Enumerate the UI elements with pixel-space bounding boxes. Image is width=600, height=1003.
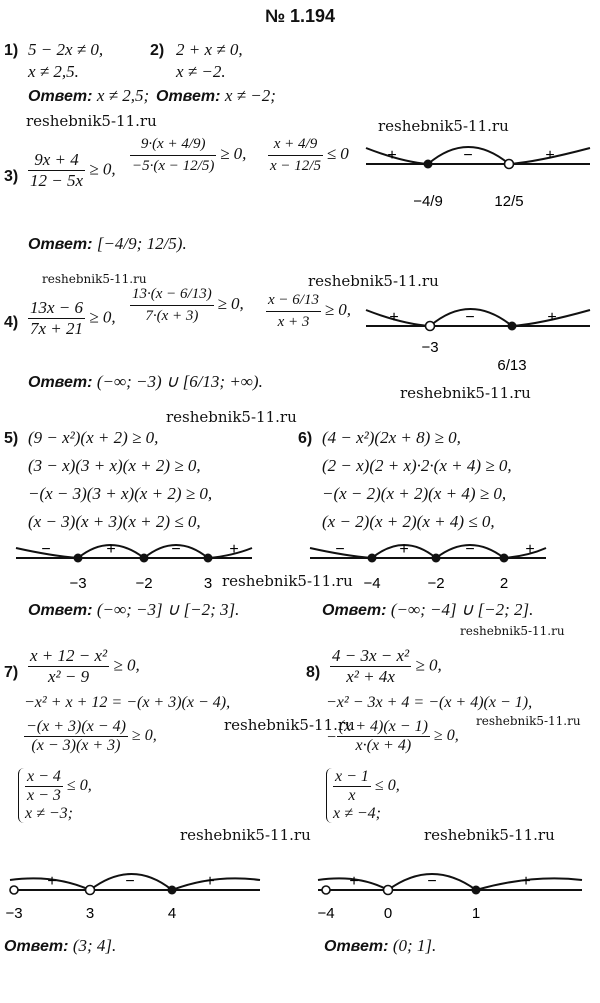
sign-label: − [125,873,135,890]
p1-answer-value: x ≠ 2,5; [96,86,150,105]
item-number-6: 6) [298,430,313,447]
tick-label: 0 [383,905,393,922]
p3-step-1: $\frac{9x + 4}{12 - 5x}$ ≥ 0, [30,150,116,190]
tick-label: 3 [85,905,95,922]
p8-step-1: $\frac{\text{4 − 3x − x²}}{\text{x² + 4x}}$ ≥ 0, [332,646,442,686]
watermark: reshebnik5-11.ru [166,408,297,426]
watermark: reshebnik5-11.ru [222,572,353,590]
watermark: reshebnik5-11.ru [476,714,581,728]
p2-answer [156,86,276,106]
p6-line-3: −(x − 2)(x + 2)(x + 4) ≥ 0, [322,484,507,503]
item-number-1: 1) [4,42,19,59]
item-number-5: 5) [4,430,19,447]
p7-step-3: $\frac{-(x + 3)(x - 4)}{(x - 3)(x + 3)}$ ≥ 0, [26,718,157,754]
p6-line-1: (4 − x²)(2x + 8) ≥ 0, [322,428,461,447]
item-number-3: 3) [4,168,19,185]
p2-line-2: x ≠ −2. [176,62,226,81]
tick-label: −3 [5,905,23,922]
p7-answer: Ответ: (3; 4]. [4,936,117,955]
sign-label: + [545,147,555,164]
item-number-2: 2) [150,42,165,59]
sign-label: − [465,541,475,558]
sign-label: + [521,873,531,890]
sign-label: + [389,309,399,326]
sign-label: − [465,309,475,326]
tick-label: 1 [471,905,481,922]
p1-line-2: x ≠ 2,5. [28,62,79,81]
p2-line-1: 2 + x ≠ 0, [176,40,243,59]
watermark: reshebnik5-11.ru [424,826,555,844]
answer-label: Ответ: [28,88,93,105]
sign-label: + [387,147,397,164]
tick-label: 2 [499,575,509,592]
p2-answer-value: x ≠ −2; [224,86,276,105]
watermark: reshebnik5-11.ru [26,112,157,130]
p5-line-2: (3 − x)(3 + x)(x + 2) ≥ 0, [28,456,201,475]
p6-line-4: (x − 2)(x + 2)(x + 4) ≤ 0, [322,512,495,531]
p3-number-line [362,128,594,224]
sign-label: + [106,541,116,558]
p1-line-1: 5 − 2x ≠ 0, [28,40,104,59]
item-number-4: 4) [4,314,19,331]
p5-number-line [12,536,256,596]
p3-answer: Ответ: [−4/9; 12/5). [28,234,187,253]
p8-system: $\frac{x - 1}{x}$ ≤ 0, x ≠ −4; [326,768,400,823]
p6-answer: Ответ: (−∞; −4] ∪ [−2; 2]. [322,600,534,619]
watermark: reshebnik5-11.ru [400,384,531,402]
watermark: reshebnik5-11.ru [180,826,311,844]
item-number-8: 8) [306,664,321,681]
tick-label: −3 [69,575,87,592]
watermark: reshebnik5-11.ru [460,624,565,638]
p4-step-3: $\frac{x - 6/13}{x + 3}$ ≥ 0, [268,292,352,330]
sign-label: − [335,541,345,558]
watermark: reshebnik5-11.ru [224,716,355,734]
tick-label: −4/9 [413,193,443,210]
problem-title: № 1.194 [264,6,336,26]
p4-step-2: $\frac{13\cdot(x - 6/13)}{7\cdot(x + 3)}$ ≥ 0, [132,286,244,324]
watermark: reshebnik5-11.ru [42,272,147,286]
p7-number-line [4,862,264,926]
p8-number-line [312,862,592,926]
p7-step-1: $\frac{\text{x + 12 − x²}}{\text{x² − 9}}$ ≥ 0, [30,646,140,686]
p1-answer [28,86,149,106]
sign-label: + [525,541,535,558]
sign-label: + [229,541,239,558]
p3-step-3: $\frac{x + 4/9}{x - 12/5}$ ≤ 0 [270,136,349,174]
sign-label: − [463,147,473,164]
sign-label: + [547,309,557,326]
p5-line-3: −(x − 3)(3 + x)(x + 2) ≥ 0, [28,484,213,503]
sign-label: − [427,873,437,890]
sign-label: − [171,541,181,558]
p4-number-line [362,290,594,386]
sign-label: + [349,873,359,890]
tick-label: 6/13 [497,357,527,374]
p6-line-2: (2 − x)(2 + x)·2·(x + 4) ≥ 0, [322,456,512,475]
p8-answer: Ответ: (0; 1]. [324,936,437,955]
tick-label: 12/5 [494,193,524,210]
watermark: reshebnik5-11.ru [308,272,439,290]
sign-label: − [41,541,51,558]
p7-system: $\frac{x - 4}{x - 3}$ ≤ 0, x ≠ −3; [18,768,92,823]
p7-line-2: −x² + x + 12 = −(x + 3)(x − 4), [24,694,231,711]
p3-step-2: $\frac{9\cdot(x + 4/9)}{-5\cdot(x - 12/5)}$ ≥ 0, [132,136,247,174]
tick-label: −2 [135,575,153,592]
tick-label: −2 [427,575,445,592]
p8-line-2: −x² − 3x + 4 = −(x + 4)(x − 1), [326,694,533,711]
sign-label: + [205,873,215,890]
sign-label: + [399,541,409,558]
tick-label: −4 [363,575,381,592]
item-number-7: 7) [4,664,19,681]
tick-label: −3 [421,339,439,356]
p5-answer: Ответ: (−∞; −3] ∪ [−2; 3]. [28,600,240,619]
p8-step-3: − $\frac{(x + 4)(x - 1)}{x\cdot(x + 4)}$ ≥ 0, [326,718,459,754]
p5-line-1: (9 − x²)(x + 2) ≥ 0, [28,428,159,447]
tick-label: −4 [317,905,335,922]
sign-label: + [47,873,57,890]
tick-label: 3 [203,575,213,592]
p4-answer: Ответ: (−∞; −3) ∪ [6/13; +∞). [28,372,263,391]
p4-step-1: $\frac{13x - 6}{7x + 21}$ ≥ 0, [30,298,116,338]
p5-line-4: (x − 3)(x + 3)(x + 2) ≤ 0, [28,512,201,531]
answer-label: Ответ: [156,88,221,105]
watermark: reshebnik5-11.ru [378,117,509,135]
tick-label: 4 [167,905,177,922]
